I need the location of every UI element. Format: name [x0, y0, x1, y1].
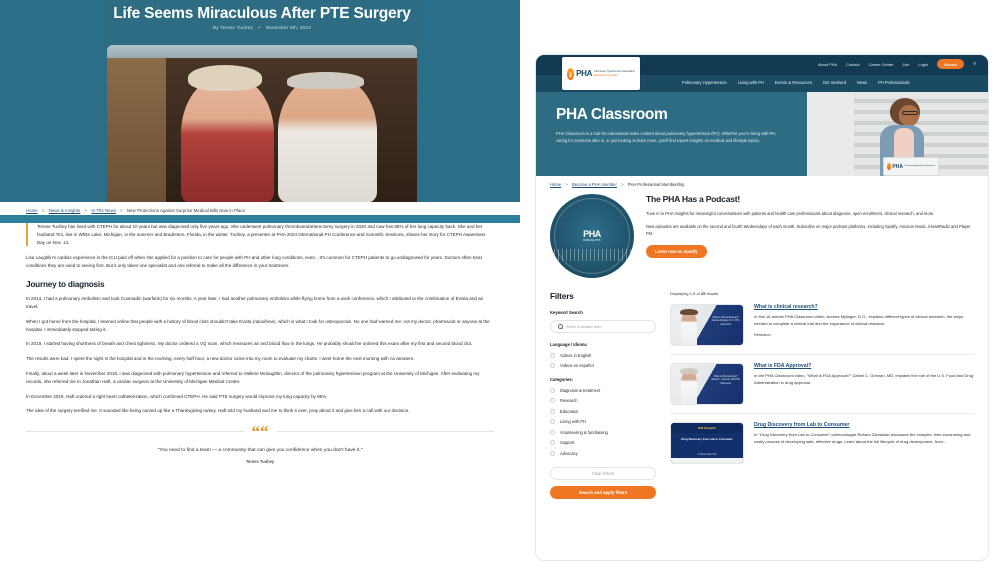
results-count-suffix: results: [705, 291, 719, 296]
breadcrumb-item-current: New Protections Against Surprise Medical Bills Now in Place: [127, 208, 246, 213]
thumbnail-banner-text: PHA Connects:: [697, 426, 717, 430]
result-row[interactable]: [670, 414, 974, 472]
quote-text: "You need to find a team — a community that can give you confidence when you don't have it.": [157, 447, 363, 453]
podcast-logo-mark: PHA: [583, 228, 601, 239]
nav-login[interactable]: Login: [918, 61, 928, 67]
result-title[interactable]: Drug Discovery from Lab to Consumer: [754, 422, 850, 428]
pha-logo[interactable]: [562, 57, 640, 90]
radio-label: Videos en español: [560, 363, 594, 368]
video-thumbnail[interactable]: [670, 422, 744, 464]
laptop-logo-line-1: Pulmonary Hypertension Association: [904, 165, 936, 168]
language-label: Language / Idioma: [550, 342, 587, 347]
breadcrumb-sep: >: [565, 182, 568, 187]
breadcrumb-sep: >: [621, 182, 624, 187]
radio-videos-en-espanol[interactable]: [550, 363, 656, 368]
nav-about-pha[interactable]: About PHA: [817, 61, 838, 67]
paragraph-8: In December 2019, Haft ordered a right heart catheterization, which confirmed CTEPH. He said PTE surgery would improve my lung capacity by 85%.: [26, 393, 328, 399]
checkbox-support[interactable]: [550, 440, 656, 445]
nav-news[interactable]: News: [856, 80, 868, 85]
breadcrumb-item-news-insights[interactable]: News & Insights: [48, 208, 81, 213]
search-apply-filters-button[interactable]: Search and apply filters: [550, 486, 656, 499]
logo-subtitle: [594, 70, 635, 76]
video-thumbnail[interactable]: [670, 304, 744, 346]
logo-line-2: Empowered by Hope: [594, 73, 618, 77]
breadcrumb-sep: >: [41, 208, 45, 213]
classroom-hero: [536, 92, 988, 176]
checkbox-icon: [550, 388, 555, 393]
main-nav-links: [682, 80, 910, 85]
podcast-ring: [554, 198, 630, 274]
nav-contact[interactable]: Contact: [846, 61, 860, 67]
laptop-logo: [887, 163, 935, 170]
results-count-number: 25: [700, 291, 706, 296]
nav-join[interactable]: Join: [902, 61, 910, 67]
photo-woman: [181, 76, 274, 202]
logo-line-1: Pulmonary Hypertension Association: [594, 70, 635, 74]
thumbnail-caption: What is FDA Approval? Daniel C. Grinnan, MD PHA Classroom: [711, 376, 740, 385]
classroom-browser-window: [536, 55, 988, 560]
thumbnail-person: [681, 311, 697, 345]
article-body: [0, 223, 520, 571]
checkbox-label: Advocacy: [560, 450, 578, 456]
top-navbar: [536, 55, 988, 78]
podcast-waveform-icon: [550, 249, 634, 261]
nav-get-involved[interactable]: Get Involved: [822, 80, 846, 85]
flame-icon: [887, 163, 891, 170]
result-category-tag: Research: [754, 331, 771, 337]
results-count-prefix: Displaying 1-8 of: [670, 291, 701, 296]
paragraph-9: The idea of the surgery terrified me. It sounded like being carved up like a Thanksgiving turkey. Haft told my husband and me to think it over, pray about it and give him a call with our decision.: [26, 408, 410, 414]
search-input[interactable]: [550, 320, 656, 333]
breadcrumb: [26, 208, 494, 213]
paragraph-3: In 2014, I had a pulmonary embolism and took Coumadin (warfarin) for six months. A year later, I had another pulmonary embolism while flying home from a work conference, which I attributed to the combination of Evista and air travel.: [26, 296, 484, 309]
result-description: In this 16-minute PHA Classroom video, Andrea Mylinger, D.O., explains different types of clinical research, the steps needed to complete a clinical trial and the importance of clinical research.: [754, 314, 964, 326]
checkbox-label: Diagnosis & treatment: [560, 387, 601, 393]
listen-on-spotify-button[interactable]: Listen now on Spotify: [646, 245, 707, 258]
checkbox-label: Education: [560, 408, 579, 414]
checkbox-icon: [550, 419, 555, 424]
article-lead: [26, 223, 494, 246]
photo-woman-hat: [188, 65, 262, 90]
breadcrumb-sep: >: [84, 208, 88, 213]
result-text: [754, 363, 974, 405]
podcast-text: [646, 194, 974, 258]
utility-nav: [818, 59, 976, 69]
hero-image: [807, 92, 988, 176]
quote-attribution: Terese Tuohey: [245, 458, 275, 464]
result-title[interactable]: What is clinical research?: [754, 304, 818, 310]
search-icon: [558, 324, 563, 329]
section-heading: Journey to diagnosis: [26, 280, 105, 290]
thumbnail-title: Drug Discovery from Lab to Consumer: [681, 436, 733, 441]
checkbox-icon: [550, 398, 555, 403]
checkbox-volunteering-fundraising[interactable]: [550, 430, 656, 435]
checkbox-advocacy[interactable]: [550, 451, 656, 456]
nav-career-center[interactable]: Career Center: [868, 61, 894, 67]
result-description: In the PHA Classroom video, "What is FDA Approval?" Daniel C. Grinnan, MD, explains the role of the U.S. Food and Drug Administration in drug approval.: [754, 373, 974, 385]
podcast-artwork: [550, 194, 634, 278]
checkbox-icon: [550, 440, 555, 445]
nav-ph-professionals[interactable]: PH Professionals: [878, 80, 910, 85]
photo-man-hair: [287, 72, 365, 89]
breadcrumb-item-home[interactable]: Home: [550, 182, 562, 187]
flame-icon: [567, 68, 574, 80]
lead-paragraph: Terese Tuohey has lived with CTEPH for about 10 years but was diagnosed only five years ago. She underwent pulmonary thromboendarterectomy surgery in 2020 and now has 85% of her lung capacity back. She and her husband Tim, live in White Lake, Michigan, in the summer and Bradenton, Florida, in the winter. Tuohey, a presenter at PHA 2024 International PH Conference and Scientific Sessions, shares her story for CTEPH Awareness Day on Nov. 13.: [37, 224, 486, 245]
result-text: [754, 304, 974, 346]
breadcrumb-item-home[interactable]: Home: [26, 208, 38, 213]
breadcrumb-sep: >: [120, 208, 123, 213]
photo-wood-panel: [107, 58, 166, 202]
result-title[interactable]: What is FDA Approval?: [754, 363, 812, 369]
nav-pulmonary-hypertension[interactable]: Pulmonary Hypertension: [682, 80, 727, 85]
paragraph-5: In 2019, I started having shortness of breath and chest tightness. My doctor ordered a VQ scan, which measures air and blood flow in the lungs. He probably should've ordered this exam after my first and second blood clot.: [26, 341, 473, 347]
result-row[interactable]: [670, 355, 974, 414]
divider-left: [26, 431, 244, 432]
categories-label: Categories:: [550, 377, 574, 382]
checkbox-icon: [550, 409, 555, 414]
result-description: In "Drug Discovery from Lab to Consumer" pulmonologist Roham Zamanian discusses the complex, time-consuming and costly process of developing safe, effective drugs. Learn about the full lifecycle of drug development, from...: [754, 432, 971, 444]
checkbox-research[interactable]: [550, 398, 656, 403]
classroom-panel: [520, 0, 1000, 571]
logo-inner: [567, 68, 635, 80]
radio-label: Videos in English: [560, 352, 592, 358]
quote-rule: [26, 422, 494, 442]
checkbox-diagnosis-treatment[interactable]: [550, 388, 656, 393]
podcast-heading: The PHA Has a Podcast!: [646, 194, 740, 204]
filters-heading: Filters: [550, 291, 574, 301]
hero-wall: [807, 92, 854, 176]
logo-text-group: [576, 69, 592, 78]
article-byline: [100, 25, 424, 30]
byline-author: By Terese Tuohey: [213, 25, 253, 30]
search-placeholder: Enter a search term: [566, 324, 602, 329]
filters-sidebar: [550, 291, 656, 499]
hero-laptop: [883, 157, 939, 176]
result-text: [754, 422, 974, 464]
result-row[interactable]: [670, 296, 974, 355]
thumbnail-caption: What is Clinical Research Andrea Mylinger, D.O. PHA Classroom: [711, 317, 740, 326]
checkbox-education[interactable]: [550, 409, 656, 414]
laptop-logo-sub: [904, 165, 935, 167]
thumbnail-banner: [671, 423, 743, 433]
checkbox-living-with-ph[interactable]: [550, 419, 656, 424]
pull-quote: [26, 422, 494, 464]
paragraph-7: Finally, about a week later in November 2019, I was diagnosed with pulmonary hypertension and referred to Vallerie Mclaughlin, director of the pulmonary hypertension program at the University of Michigan. After evaluating my records, she referred me to Jonathan Haft, a cardiac surgeon at the University of Michigan Medical Center.: [26, 370, 480, 384]
logo-mark: PHA: [576, 69, 593, 78]
results-list: [670, 291, 974, 499]
breadcrumb-item-current: PHA Professional Membership: [627, 182, 685, 187]
thumbnail-subtitle: A Virtual Town Hall: [697, 454, 717, 457]
classroom-lower-section: [550, 291, 974, 499]
thumbnail-person-hair: [680, 368, 697, 374]
video-thumbnail[interactable]: [670, 363, 744, 405]
quote-mark-icon: ““: [251, 422, 269, 442]
glasses-icon: [902, 111, 918, 115]
hero-title: PHA Classroom: [556, 106, 668, 123]
checkbox-label: Volunteering & fundraising: [560, 429, 608, 435]
nav-living-with-ph[interactable]: Living with PH: [737, 80, 764, 85]
breadcrumb-strip: [0, 202, 520, 215]
laptop-logo-mark: PHA: [892, 163, 903, 170]
page-title: Life Seems Miraculous After PTE Surgery: [113, 5, 411, 22]
clear-filters-button[interactable]: Clear Filters: [550, 467, 656, 480]
photo-man: [278, 76, 377, 202]
paragraph-2: Lisa Laughlin's cardiac experience in the ICU paid off when she applied for a position to care for people with PH and other lung conditions, even…It's common for CTEPH patients to go undiagnosed for years. Doctors often treat conditions they are used to seeing first. But it only takes one specialist and one referral to make all the difference in your treatment.: [26, 255, 482, 269]
byline-date: November 6th, 2024: [265, 25, 311, 30]
paragraph-6: The results were bad. I spent the night in the hospital and in the morning, every half hour, a new doctor came into my room to evaluate my charts. I went home the next morning with no answers.: [26, 356, 415, 362]
classroom-breadcrumb: [550, 182, 974, 187]
paragraph-4: When I got home from the hospital, I learned online that people with a history of blood clots shouldn't take Evista (raloxifene), which is what I took for osteoporosis. No one had warned me: not my doctor, pharmacist or anyone at the hospital. I immediately stopped taking it.: [26, 318, 490, 332]
thumbnail-person: [681, 370, 697, 404]
checkbox-icon: [550, 430, 555, 435]
hero-copy: PHA Classroom is a hub for educational video content about pulmonary hypertension (PH). Whether you're living with PH, caring for someone who is, or just looking to learn more, you'll find expert insights on medical and lifestyle topics.: [556, 131, 777, 144]
podcast-promo: [550, 194, 974, 278]
podcast-paragraph-2: New episodes are available on the second and fourth Wednesdays of each month. Subscribe on major podcast platforms, including Spotify, Amazon Music, iHeartRadio and Player FM.: [646, 224, 971, 237]
checkbox-icon: [550, 451, 555, 456]
search-icon[interactable]: ⚲: [973, 61, 976, 67]
classroom-content: [536, 176, 988, 499]
podcast-paragraph-1: Tune in to PHA Insights for meaningful conversations with patients and health care professionals about diagnosis, open enrollment, clinical research, and more.: [646, 211, 935, 216]
article-hero: [0, 0, 520, 202]
checkbox-label: Living with PH: [560, 419, 586, 424]
divider-right: [277, 431, 495, 432]
checkbox-label: Research: [560, 398, 578, 403]
radio-videos-in-english[interactable]: [550, 353, 656, 358]
nav-events-resources[interactable]: Events & Resources: [774, 80, 812, 85]
radio-icon: [550, 353, 555, 358]
article-hero-photo: [107, 45, 417, 202]
hero-person-face: [899, 105, 919, 126]
donate-button[interactable]: Donate: [937, 59, 964, 69]
radio-icon: [550, 363, 555, 368]
thumbnail-person-hair: [680, 309, 697, 315]
hero-text-block: [536, 92, 807, 176]
keyword-search-label: Keyword Search: [550, 310, 583, 315]
byline-separator: •: [258, 25, 261, 30]
checkbox-label: Support: [560, 440, 575, 445]
podcast-logo-sub: INSIGHTS: [583, 238, 601, 243]
breadcrumb-item-in-the-news[interactable]: In The News: [91, 208, 116, 213]
breadcrumb-item-become-member[interactable]: Become a PHA member: [571, 182, 617, 187]
thumbnail-footer: [671, 458, 743, 463]
